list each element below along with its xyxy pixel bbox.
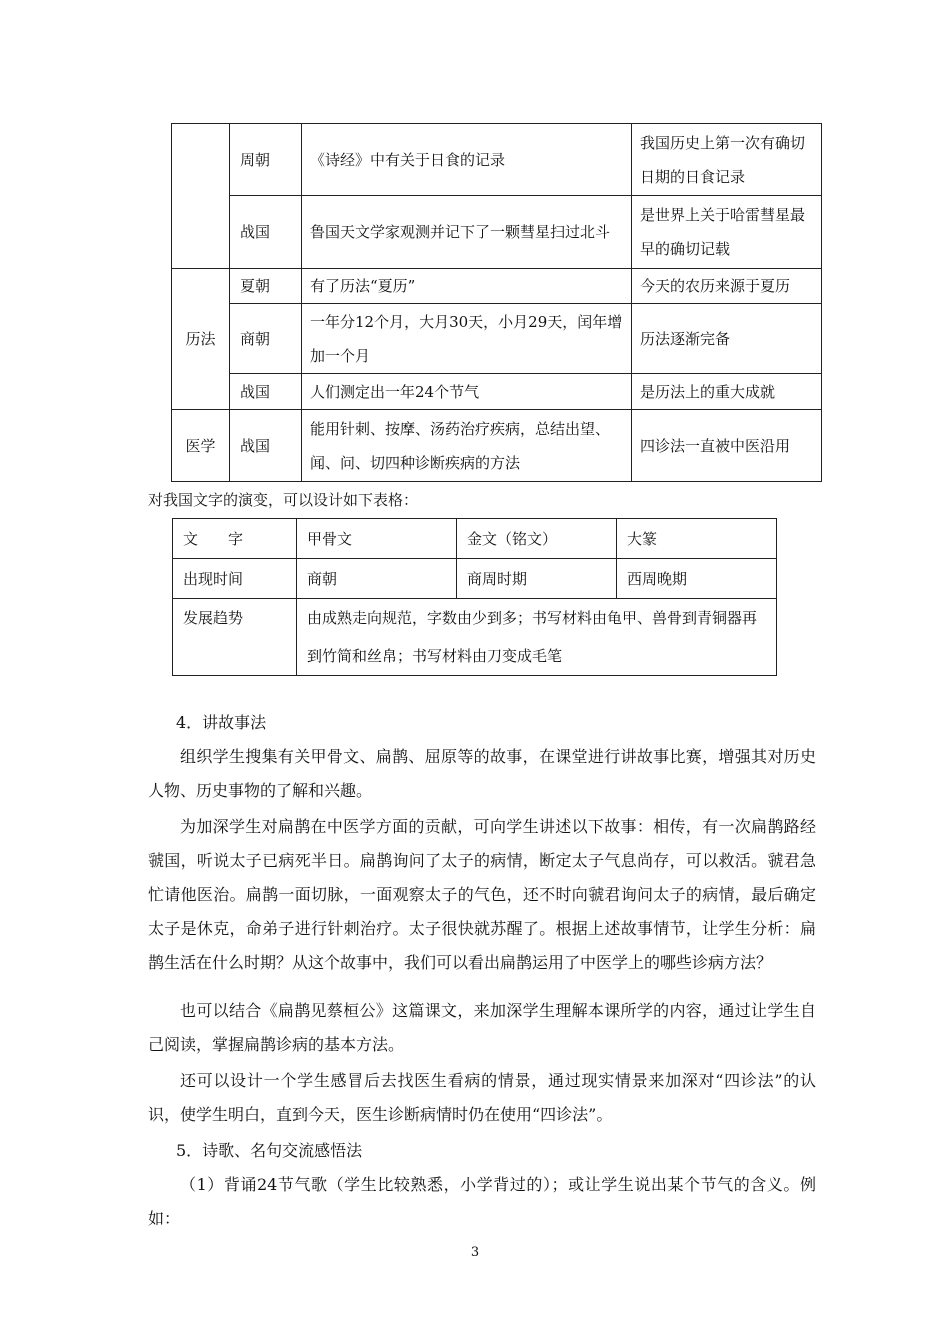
significance-cell: 我国历史上第一次有确切日期的日食记录 xyxy=(632,124,822,196)
period-cell: 战国 xyxy=(230,196,302,269)
time-cell: 商周时期 xyxy=(457,559,617,599)
header-cell-oracle-bone: 甲骨文 xyxy=(297,519,457,559)
achievement-cell: 能用针刺、按摩、汤药治疗疾病，总结出望、闻、问、切四种诊断疾病的方法 xyxy=(302,410,632,482)
achievement-cell: 鲁国天文学家观测并记下了一颗彗星扫过北斗 xyxy=(302,196,632,269)
section4-title: 4．讲故事法 xyxy=(176,713,267,732)
significance-cell: 历法逐渐完备 xyxy=(632,304,822,374)
time-cell: 商朝 xyxy=(297,559,457,599)
significance-cell: 是世界上关于哈雷彗星最早的确切记载 xyxy=(632,196,822,269)
script-evolution-table xyxy=(172,518,777,676)
period-cell: 战国 xyxy=(230,410,302,482)
achievement-cell: 人们测定出一年24个节气 xyxy=(302,374,632,410)
trend-label-cell: 发展趋势 xyxy=(173,599,297,676)
table2-caption: 对我国文字的演变，可以设计如下表格： xyxy=(148,491,419,509)
category-cell-medicine: 医学 xyxy=(172,410,230,482)
section4-paragraph-4: 还可以设计一个学生感冒后去找医生看病的情景，通过现实情景来加深对“四诊法”的认识，使学生明白，直到今天，医生诊断病情时仍在使用“四诊法”。 xyxy=(148,1071,816,1124)
period-cell: 周朝 xyxy=(230,124,302,196)
achievement-cell: 《诗经》中有关于日食的记录 xyxy=(302,124,632,196)
significance-cell: 是历法上的重大成就 xyxy=(632,374,822,410)
category-cell-calendar: 历法 xyxy=(172,269,230,410)
header-cell-large-seal: 大篆 xyxy=(617,519,777,559)
section5-paragraph-1: （1）背诵24节气歌（学生比较熟悉，小学背过的）；或让学生说出某个节气的含义。例如： xyxy=(148,1175,816,1228)
header-cell-bronze: 金文（铭文） xyxy=(457,519,617,559)
period-cell: 战国 xyxy=(230,374,302,410)
significance-cell: 四诊法一直被中医沿用 xyxy=(632,410,822,482)
category-cell-astronomy xyxy=(172,124,230,269)
header-label-cell: 文 字 xyxy=(173,519,297,559)
period-cell: 商朝 xyxy=(230,304,302,374)
achievement-cell: 一年分12个月，大月30天，小月29天，闰年增加一个月 xyxy=(302,304,632,374)
time-label-cell: 出现时间 xyxy=(173,559,297,599)
section5-title: 5．诗歌、名句交流感悟法 xyxy=(176,1141,363,1160)
page-number: 3 xyxy=(470,1245,480,1260)
section4-paragraph-1: 组织学生搜集有关甲骨文、扁鹊、屈原等的故事，在课堂进行讲故事比赛，增强其对历史人物、历史事物的了解和兴趣。 xyxy=(148,747,816,800)
section4-paragraph-3: 也可以结合《扁鹊见蔡桓公》这篇课文，来加深学生理解本课所学的内容，通过让学生自己阅读，掌握扁鹊诊病的基本方法。 xyxy=(148,1001,816,1054)
significance-cell: 今天的农历来源于夏历 xyxy=(632,269,822,304)
period-cell: 夏朝 xyxy=(230,269,302,304)
section4-paragraph-2: 为加深学生对扁鹊在中医学方面的贡献，可向学生讲述以下故事：相传，有一次扁鹊路经虢国，听说太子已病死半日。扁鹊询问了太子的病情，断定太子气息尚存，可以救活。虢君急忙请他医治。扁鹊一面切脉，一面观察太子的气色，还不时向虢君询问太子的病情，最后确定太子是休克，命弟子进行针刺治疗。太子很快就苏醒了。根据上述故事情节，让学生分析：扁鹊生活在什么时期？从这个故事中，我们可以看出扁鹊运用了中医学上的哪些诊病方法？ xyxy=(148,817,816,972)
time-cell: 西周晚期 xyxy=(617,559,777,599)
history-achievements-table xyxy=(171,123,822,482)
achievement-cell: 有了历法“夏历” xyxy=(302,269,632,304)
trend-content-cell: 由成熟走向规范，字数由少到多；书写材料由龟甲、兽骨到青铜器再到竹简和丝帛；书写材料由刀变成毛笔 xyxy=(297,599,777,676)
